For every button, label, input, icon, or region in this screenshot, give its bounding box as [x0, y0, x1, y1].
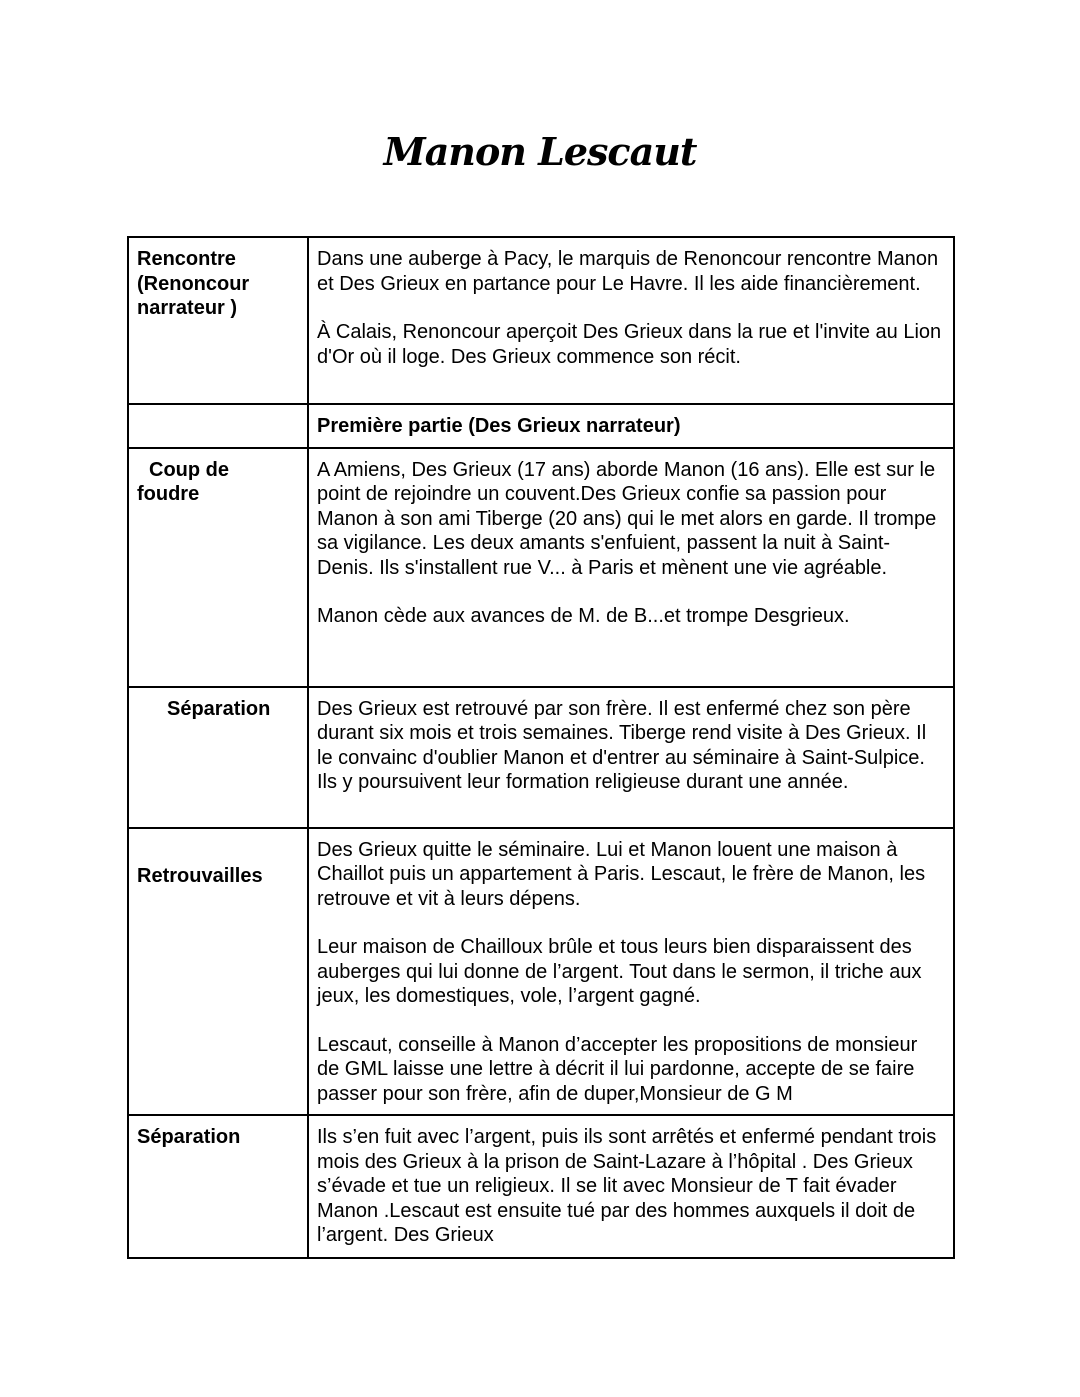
row-content-separation-2 — [308, 1115, 954, 1258]
table-row — [128, 404, 954, 448]
row-label-retrouvailles — [128, 828, 308, 1116]
table-row — [128, 828, 954, 1116]
empty-label-cell — [128, 404, 308, 448]
row-label-text: Retrouvailles — [137, 864, 263, 887]
row-label-separation — [128, 687, 308, 828]
paragraph: À Calais, Renoncour aperçoit Des Grieux dans la rue et l'invite au Lion d'Or où il loge. Des Grieux commence son récit. — [317, 321, 942, 368]
table-row — [128, 448, 954, 687]
row-label-rencontre — [128, 237, 308, 404]
row-label-separation-2 — [128, 1115, 308, 1258]
row-content-rencontre — [308, 237, 954, 404]
row-label-text: Séparation — [167, 697, 271, 720]
paragraph: Des Grieux est retrouvé par son frère. Il est enfermé chez son père durant six mois et trois semaines. Tiberge rend visite à Des Grieux. Il le convainc d'oublier Manon et d'entrer au séminaire à Saint-Sulpice. Ils y poursuivent leur formation religieuse durant une année. — [317, 697, 927, 793]
paragraph: Manon cède aux avances de M. de B...et trompe Desgrieux. — [317, 605, 850, 627]
row-label-text: Coup de foudre — [137, 458, 229, 505]
paragraph: Des Grieux quitte le séminaire. Lui et Manon louent une maison à Chaillot puis un appartement à Paris. Lescaut, le frère de Manon, les retrouve et vit à leurs dépens. — [317, 838, 926, 910]
table-row — [128, 1115, 954, 1258]
row-label-coup-de-foudre — [128, 448, 308, 687]
paragraph: Leur maison de Chailloux brûle et tous leurs bien disparaissent des auberges qui lui donne de l’argent. Tout dans le sermon, il triche aux jeux, les domestiques, vole, l’argent gagné. — [317, 936, 922, 1007]
paragraph: Lescaut, conseille à Manon d’accepter les propositions de monsieur de GML laisse une lettre à décrit il lui pardonne, accepte de se faire passer pour son frère, afin de duper,Monsieur de G M — [317, 1033, 918, 1105]
row-content-separation — [308, 687, 954, 828]
table-row — [128, 687, 954, 828]
paragraph: Ils s’en fuit avec l’argent, puis ils sont arrêtés et enfermé pendant trois mois des Grieux à la prison de Saint-Lazare à l’hôpital . Des Grieux s’évade et tue un religieux. Il se lit avec Monsieur de T fait évader Manon .Lescaut est ensuite tué par des hommes auxquels il doit de l’argent. Des Grieux — [317, 1126, 937, 1246]
document-title: Manon Lescaut — [383, 129, 697, 174]
summary-table — [127, 236, 955, 1259]
section-heading: Première partie (Des Grieux narrateur) — [308, 404, 954, 448]
row-label-text: Rencontre (Renoncour narrateur ) — [137, 248, 250, 319]
paragraph: A Amiens, Des Grieux (17 ans) aborde Manon (16 ans). Elle est sur le point de rejoindre un couvent.Des Grieux confie sa passion pour Manon à son ami Tiberge (20 ans) qui le met alors en garde. Il trompe sa vigilance. Les deux amants s'enfuient, passent la nuit à Saint-Denis. Ils s'installent rue V... à Paris et mènent une vie agréable. — [317, 458, 937, 579]
row-content-retrouvailles — [308, 828, 954, 1116]
row-label-text: Séparation — [137, 1126, 241, 1148]
table-row — [128, 237, 954, 404]
row-content-coup-de-foudre — [308, 448, 954, 687]
paragraph: Dans une auberge à Pacy, le marquis de Renoncour rencontre Manon et Des Grieux en partance pour Le Havre. Il les aide financièrement. — [317, 248, 939, 295]
